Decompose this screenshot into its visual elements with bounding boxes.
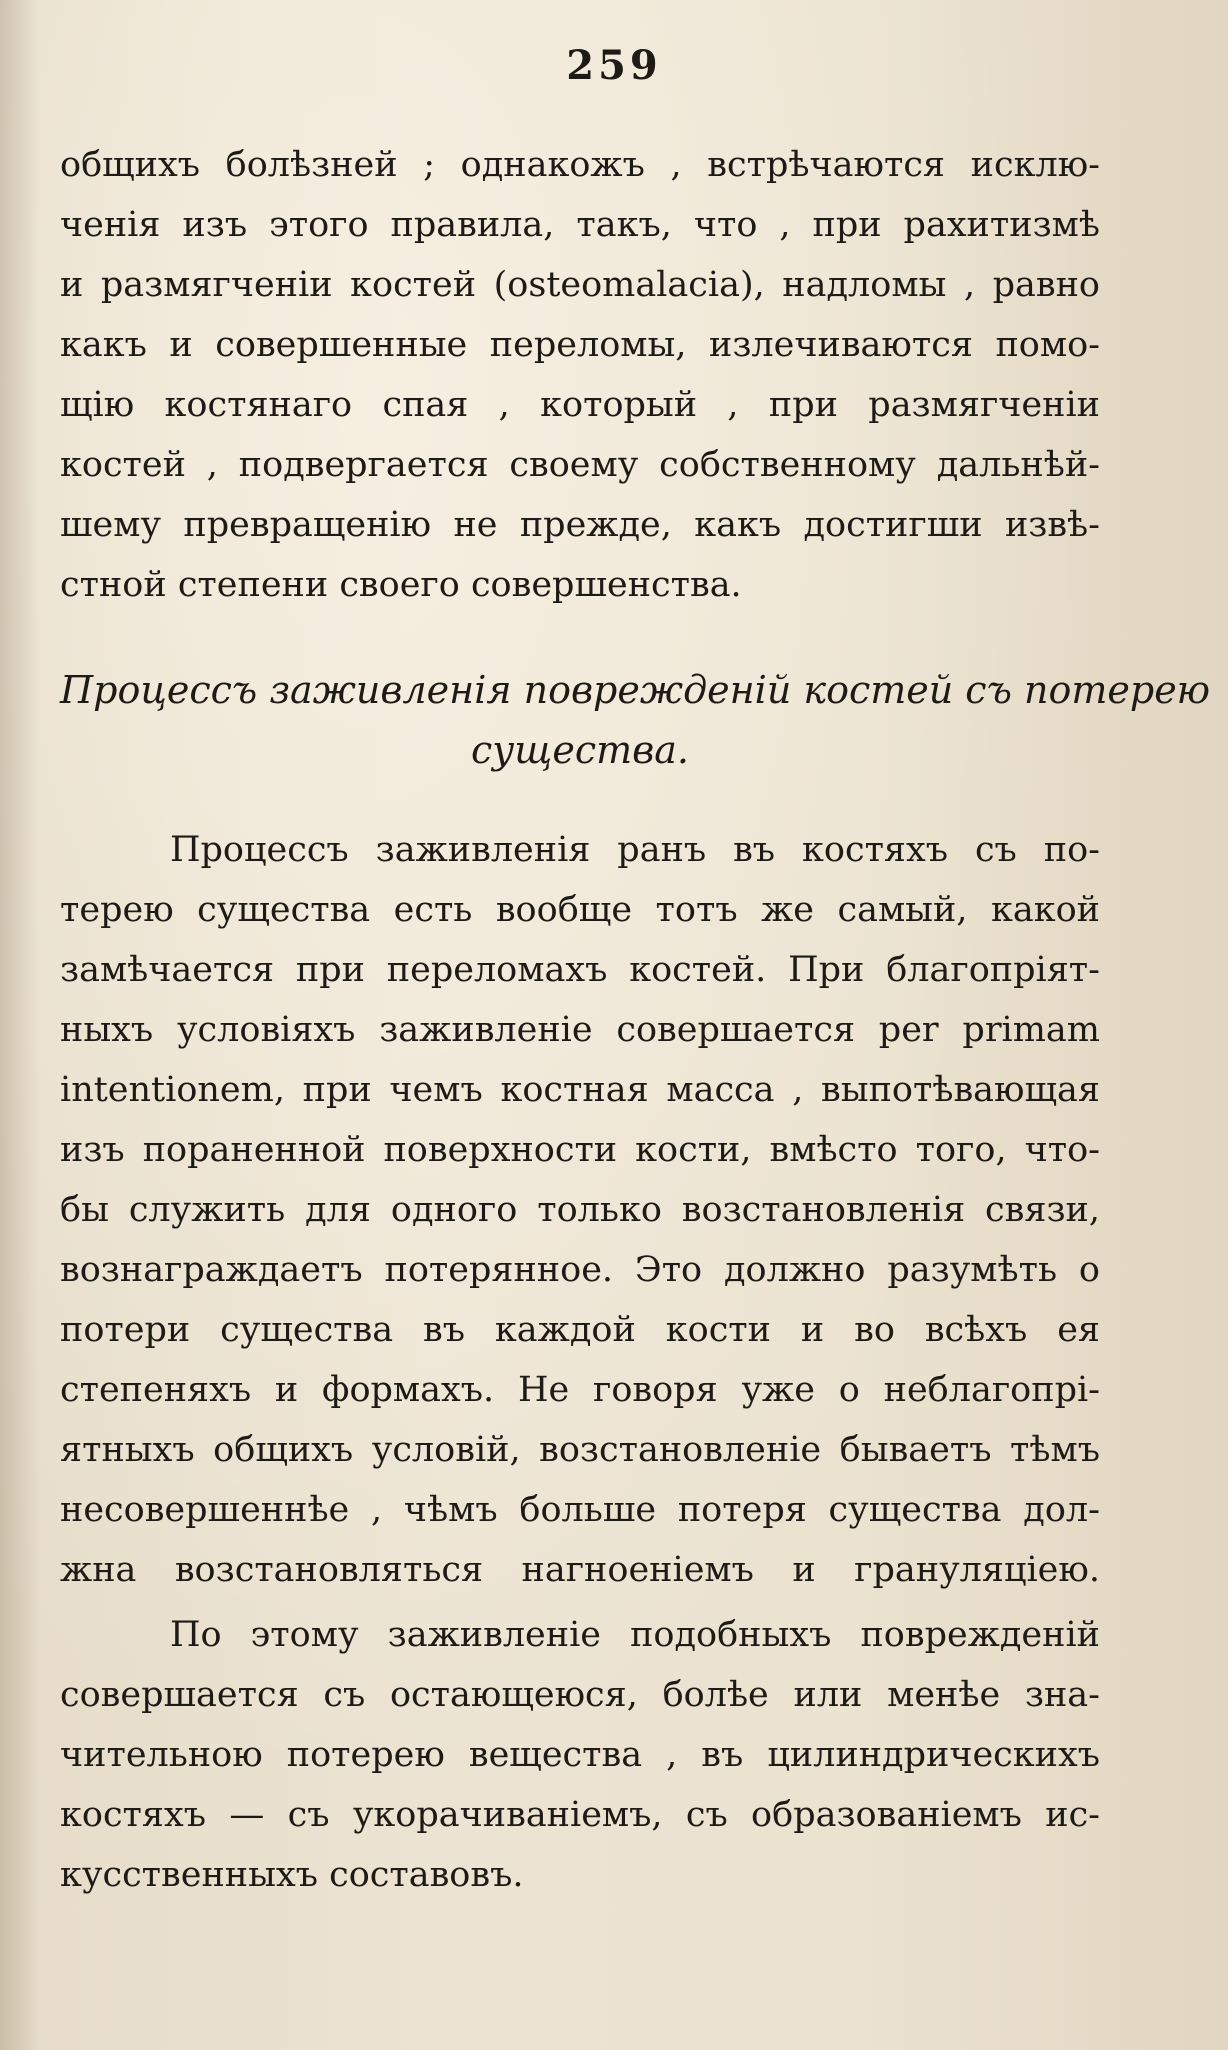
text-line: кусственныхъ составовъ. bbox=[60, 1855, 524, 1895]
section-heading-line-1: Процессъ заживленія поврежденій костей съ потерею bbox=[60, 668, 1211, 712]
text-line: вознаграждаетъ потерянное. Это должно разумѣть о bbox=[60, 1250, 1100, 1290]
text-line: ныхъ условіяхъ заживленіе совершается per primam bbox=[60, 1010, 1100, 1050]
text-line: intentionem, при чемъ костная масса , выпотѣвающая bbox=[60, 1070, 1100, 1110]
paragraph-2 bbox=[60, 820, 1100, 1600]
text-line: жна возстановляться нагноеніемъ и грануляціею. bbox=[60, 1550, 1100, 1590]
text-line: степеняхъ и формахъ. Не говоря уже о неблагопрі- bbox=[60, 1370, 1100, 1410]
section-heading bbox=[60, 660, 1211, 780]
text-line: шему превращенію не прежде, какъ достигши извѣ- bbox=[60, 505, 1100, 545]
text-line: какъ и совершенные переломы, излечиваются помо- bbox=[60, 325, 1100, 365]
text-line: совершается съ остающеюся, болѣе или менѣе зна- bbox=[60, 1675, 1100, 1715]
text-line: бы служить для одного только возстановленія связи, bbox=[60, 1190, 1100, 1230]
text-line: Процессъ заживленія ранъ въ костяхъ съ по- bbox=[170, 830, 1100, 870]
page-gutter-shadow bbox=[0, 0, 40, 2050]
text-line: ятныхъ общихъ условій, возстановленіе бываетъ тѣмъ bbox=[60, 1430, 1100, 1470]
text-line: щію костянаго спая , который , при размягченіи bbox=[60, 385, 1100, 425]
text-line: чительною потерею вещества , въ цилиндрическихъ bbox=[60, 1735, 1100, 1775]
paragraph-1 bbox=[60, 135, 1100, 615]
text-line: общихъ болѣзней ; однакожъ , встрѣчаются исклю- bbox=[60, 145, 1100, 185]
text-line: терею существа есть вообще тотъ же самый, какой bbox=[60, 890, 1100, 930]
text-line: ченія изъ этого правила, такъ, что , при рахитизмѣ bbox=[60, 205, 1100, 245]
paragraph-3 bbox=[60, 1605, 1100, 1905]
text-line: изъ пораненной поверхности кости, вмѣсто того, что- bbox=[60, 1130, 1100, 1170]
page-number: 259 bbox=[566, 42, 662, 89]
text-line: костей , подвергается своему собственному дальнѣй- bbox=[60, 445, 1100, 485]
section-heading-line-2: существа. bbox=[470, 728, 690, 772]
text-line: костяхъ — съ укорачиваніемъ, съ образованіемъ ис- bbox=[60, 1795, 1100, 1835]
text-line: несовершеннѣе , чѣмъ больше потеря существа дол- bbox=[60, 1490, 1100, 1530]
text-line: По этому заживленіе подобныхъ поврежденій bbox=[170, 1615, 1100, 1655]
text-line: стной степени своего совершенства. bbox=[60, 565, 742, 605]
text-line: замѣчается при переломахъ костей. При благопріят- bbox=[60, 950, 1100, 990]
text-line: потери существа въ каждой кости и во всѣхъ ея bbox=[60, 1310, 1100, 1350]
text-line: и размягченіи костей (osteomalacia), надломы , равно bbox=[60, 265, 1100, 305]
